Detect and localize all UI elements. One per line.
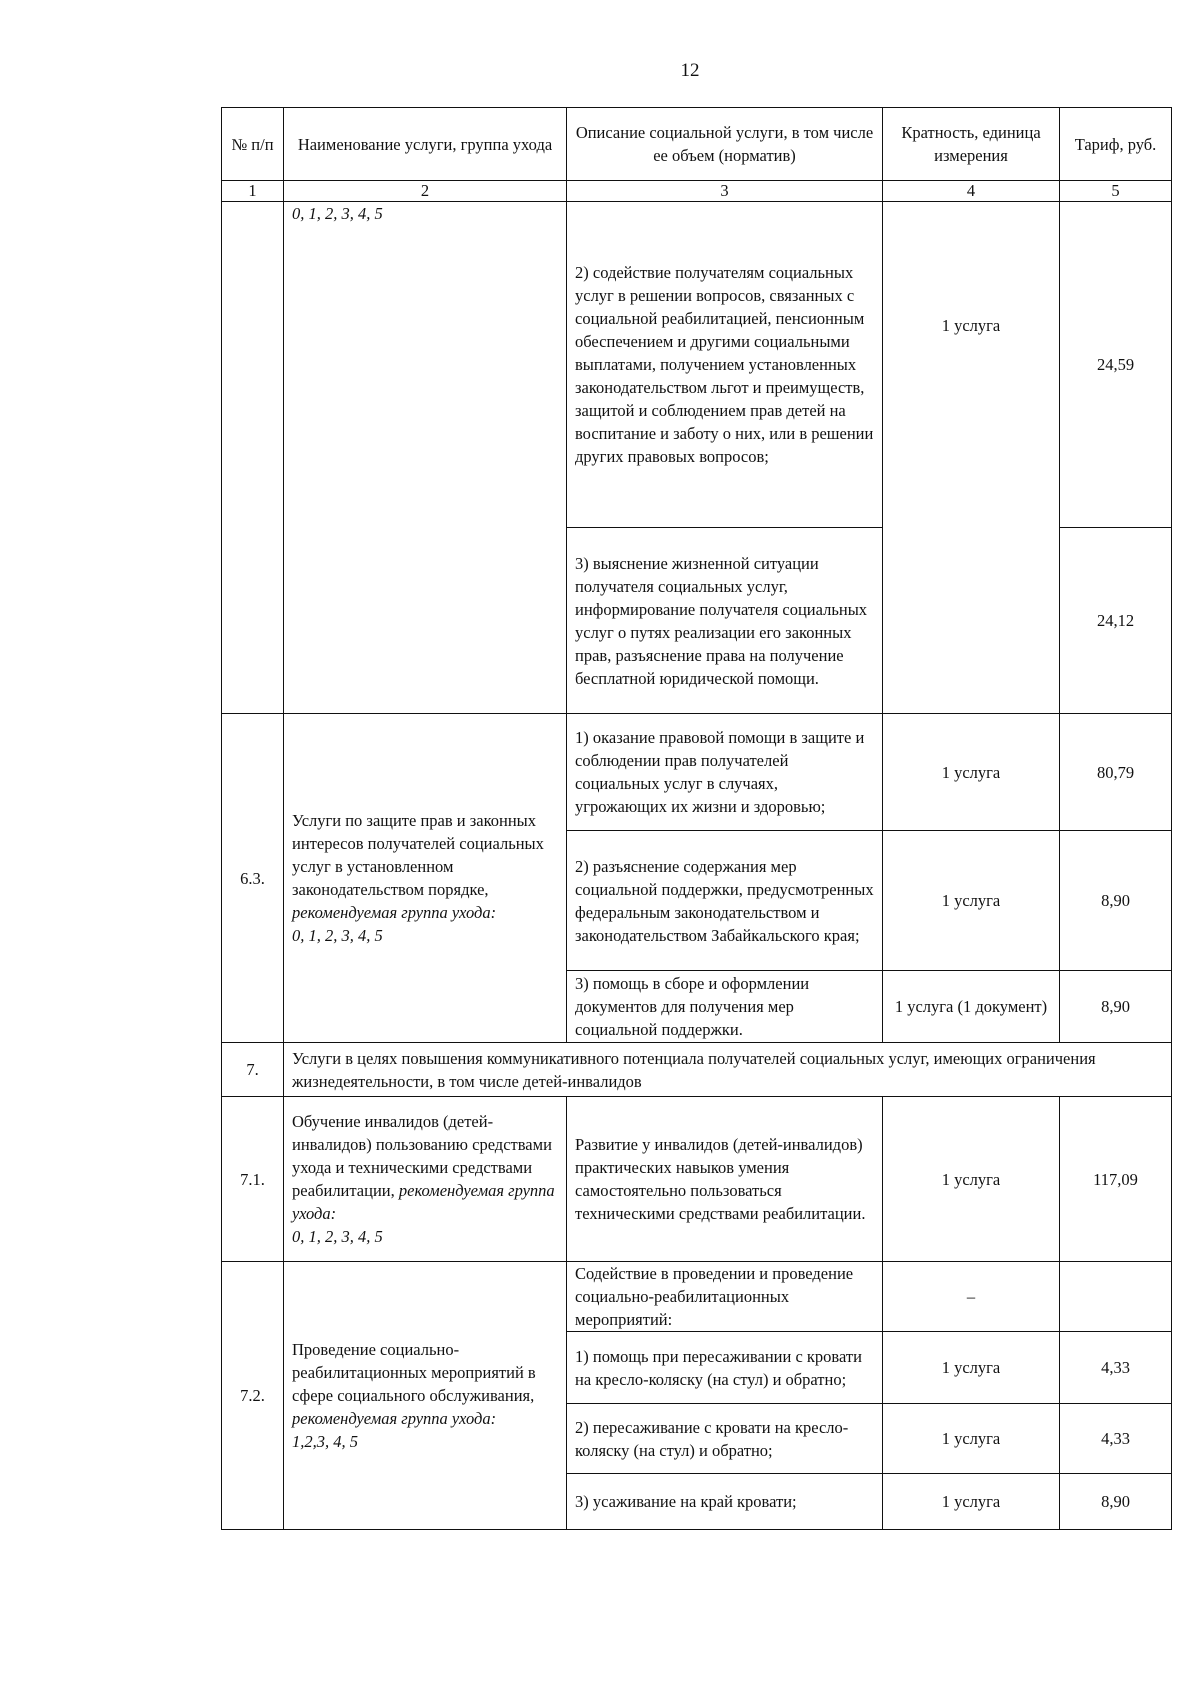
column-number: 4: [883, 181, 1060, 202]
row-unit: 1 услуга: [883, 1404, 1060, 1474]
row-description: 2) разъяснение содержания мер социальной поддержки, предусмотренных федеральным законодательством и законодательством Забайкальского края;: [567, 831, 883, 971]
row-number: 7.: [222, 1043, 284, 1097]
header-frequency: Кратность, единица измерения: [883, 108, 1060, 181]
row-description: 3) помощь в сборе и оформлении документов для получения мер социальной поддержки.: [567, 971, 883, 1043]
row-name-cell: [284, 1262, 567, 1530]
table-row: [222, 202, 1172, 528]
row-unit: 1 услуга: [883, 1097, 1060, 1262]
table-row: [222, 714, 1172, 831]
row-description: 3) усаживание на край кровати;: [567, 1474, 883, 1530]
row-tariff: 24,12: [1060, 528, 1172, 714]
column-number-row: [222, 181, 1172, 202]
row-tariff: 8,90: [1060, 971, 1172, 1043]
service-name: Услуги по защите прав и законных интересов получателей социальных услуг в установленном законодательством порядке,: [292, 811, 544, 899]
row-tariff: 8,90: [1060, 831, 1172, 971]
table-header-row: [222, 108, 1172, 181]
care-group-label: рекомендуемая группа ухода:: [292, 903, 497, 922]
row-name-cell: [284, 202, 567, 714]
row-tariff: 24,59: [1060, 202, 1172, 528]
row-tariff: 117,09: [1060, 1097, 1172, 1262]
row-description: 1) помощь при пересаживании с кровати на кресло-коляску (на стул) и обратно;: [567, 1332, 883, 1404]
row-unit: 1 услуга: [883, 831, 1060, 971]
row-number: 7.2.: [222, 1262, 284, 1530]
row-description: Содействие в проведении и проведение социально-реабилитационных мероприятий:: [567, 1262, 883, 1332]
column-number: 5: [1060, 181, 1172, 202]
row-tariff: 4,33: [1060, 1332, 1172, 1404]
section-title: Услуги в целях повышения коммуникативного потенциала получателей социальных услуг, имеющих ограничения жизнедеятельности, в том числе детей-инвалидов: [284, 1043, 1172, 1097]
table-row: [222, 1043, 1172, 1097]
page-number: 12: [680, 60, 700, 81]
row-tariff: 8,90: [1060, 1474, 1172, 1530]
header-name: Наименование услуги, группа ухода: [284, 108, 567, 181]
row-name-cell: [284, 1097, 567, 1262]
row-name-cell: [284, 714, 567, 1043]
row-tariff: 80,79: [1060, 714, 1172, 831]
row-number: 6.3.: [222, 714, 284, 1043]
care-group: 0, 1, 2, 3, 4, 5: [292, 1227, 383, 1246]
header-description: Описание социальной услуги, в том числе ее объем (норматив): [567, 108, 883, 181]
row-unit: –: [883, 1262, 1060, 1332]
table-row: [222, 1097, 1172, 1262]
care-group-label: рекомендуемая группа ухода:: [292, 1181, 555, 1223]
row-description: 2) пересаживание с кровати на кресло-коляску (на стул) и обратно;: [567, 1404, 883, 1474]
row-description: 2) содействие получателям социальных услуг в решении вопросов, связанных с социальной реабилитацией, пенсионным обеспечением и другими социальными выплатами, получением установленных законодательством льгот и преимуществ, защитой и соблюдением прав детей на воспитание и заботу о них, или в решении других правовых вопросов;: [567, 202, 883, 528]
service-name: Проведение социально-реабилитационных мероприятий в сфере социального обслуживания,: [292, 1340, 536, 1405]
care-group: 0, 1, 2, 3, 4, 5: [292, 204, 383, 223]
row-description: Развитие у инвалидов (детей-инвалидов) практических навыков умения самостоятельно пользоваться техническими средствами реабилитации.: [567, 1097, 883, 1262]
care-group: 0, 1, 2, 3, 4, 5: [292, 926, 383, 945]
row-number: 7.1.: [222, 1097, 284, 1262]
header-tariff: Тариф, руб.: [1060, 108, 1172, 181]
column-number: 2: [284, 181, 567, 202]
header-no: № п/п: [222, 108, 284, 181]
column-number: 1: [222, 181, 284, 202]
service-name: Обучение инвалидов (детей-инвалидов) пользованию средствами ухода и техническими средствами реабилитации,: [292, 1112, 552, 1200]
care-group: 1,2,3, 4, 5: [292, 1432, 358, 1451]
services-table: [221, 107, 1172, 1530]
row-description: 1) оказание правовой помощи в защите и соблюдении прав получателей социальных услуг в случаях, угрожающих их жизни и здоровью;: [567, 714, 883, 831]
row-tariff: 4,33: [1060, 1404, 1172, 1474]
row-unit: 1 услуга: [883, 202, 1060, 714]
row-number-cell: [222, 202, 284, 714]
table-row: [222, 1262, 1172, 1332]
row-unit: 1 услуга: [883, 1474, 1060, 1530]
row-unit: 1 услуга (1 документ): [883, 971, 1060, 1043]
row-unit: 1 услуга: [883, 714, 1060, 831]
row-tariff-empty: [1060, 1262, 1172, 1332]
care-group-label: рекомендуемая группа ухода:: [292, 1409, 497, 1428]
row-unit: 1 услуга: [883, 1332, 1060, 1404]
column-number: 3: [567, 181, 883, 202]
row-description: 3) выяснение жизненной ситуации получателя социальных услуг, информирование получателя социальных услуг о путях реализации его законных прав, разъяснение права на получение бесплатной юридической помощи.: [567, 528, 883, 714]
